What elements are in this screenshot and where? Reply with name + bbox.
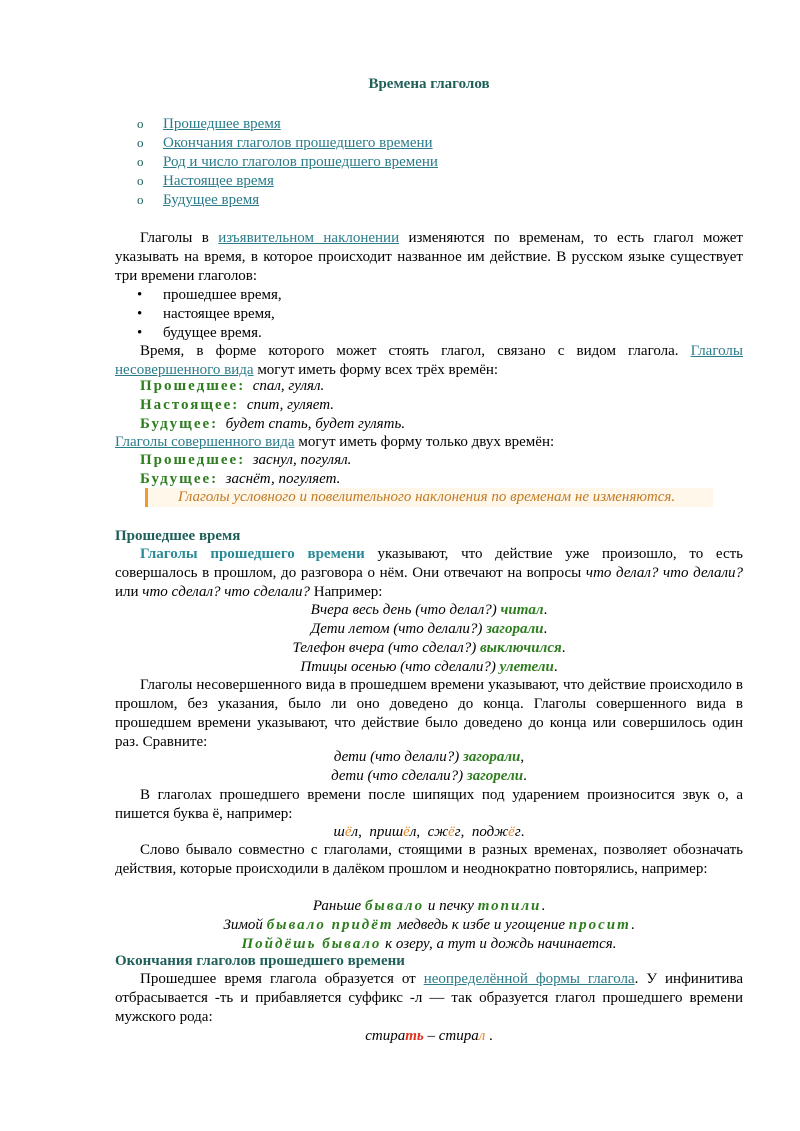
bullet-item: [137, 305, 275, 324]
perfective-link[interactable]: Глаголы совершенного вида: [115, 434, 295, 450]
letter-highlight: ё: [344, 824, 352, 840]
tense-label: Настоящее:: [140, 397, 240, 413]
toc-link-gender-number[interactable]: Род и число глаголов прошедшего времени: [163, 154, 438, 170]
verb-highlight: просит: [568, 917, 631, 933]
example-line: [140, 415, 405, 434]
verb-highlight: бывало придёт: [266, 917, 394, 933]
toc-item[interactable]: [137, 133, 438, 152]
suffix-highlight: л: [478, 1028, 486, 1044]
toc-link-present[interactable]: Настоящее время: [163, 173, 274, 189]
toc-marker: o: [137, 135, 144, 150]
question-text: что сделали?: [372, 768, 459, 784]
example-line: [140, 470, 340, 489]
endings-text: . У инфинитива отбрасывается -ть и прибавляется суффикс -л — так образуется глагол прошедшего времени мужского рода:: [115, 971, 743, 1025]
compare-example: [115, 748, 743, 767]
sentence-text: Вчера весь день (: [310, 602, 421, 618]
tense-label: Будущее:: [140, 471, 219, 487]
word-part: сж: [427, 824, 449, 840]
sentence-text: Телефон вчера (: [292, 640, 393, 656]
toc-marker: o: [137, 173, 144, 188]
example-text: заснёт, погуляет.: [225, 471, 341, 487]
toc-link-past-endings[interactable]: Окончания глаголов прошедшего времени: [163, 135, 433, 151]
question-text: что сделал? что сделали?: [142, 584, 310, 600]
toc-marker: o: [137, 154, 144, 169]
bullet-text: будущее время.: [163, 325, 262, 341]
infinitive-link[interactable]: неопределённой формы глагола: [423, 971, 635, 987]
sentence-text: медведь к избе и угощение: [393, 917, 569, 933]
word-part: л: [351, 824, 359, 840]
verb-highlight: топили: [477, 898, 542, 914]
verb-highlight: улетели: [499, 659, 554, 675]
past-term: Глаголы прошедшего времени: [140, 546, 365, 562]
aspect-text: могут иметь форму всех трёх времён:: [253, 362, 499, 378]
question-text: что сделали?: [405, 659, 491, 675]
bullet-item: [137, 286, 282, 305]
word-part: .: [485, 1028, 493, 1044]
example-text: будет спать, будет гулять.: [225, 416, 406, 432]
toc-marker: o: [137, 192, 144, 207]
tense-label: Прошедшее:: [140, 378, 246, 394]
sentence-text: дети (: [333, 749, 376, 765]
sentence-text: .: [543, 602, 548, 618]
example-line: [140, 396, 334, 415]
sentence-text: дети (: [331, 768, 373, 784]
example-sentence: [115, 658, 743, 677]
sentence-text: .: [543, 621, 548, 637]
example-sentence: [115, 620, 743, 639]
toc-marker: o: [137, 116, 144, 131]
letter-highlight: ё: [448, 824, 455, 840]
aspect-text: Время, в форме которого может стоять глагол, связано с видом глагола.: [140, 343, 691, 359]
bullet-text: прошедшее время,: [163, 287, 282, 303]
example-line: [140, 451, 351, 470]
byvalo-paragraph: Слово бывало совместно с глаголами, стоящими в разных временах, позволяет обозначать действия, которые происходили в далёком прошлом и неоднократно повторялись, например:: [115, 842, 743, 877]
suffix-highlight: ть: [405, 1028, 424, 1044]
toc-link-future[interactable]: Будущее время: [163, 192, 260, 208]
example-text: заснул, погулял.: [252, 452, 352, 468]
sibilant-paragraph: В глаголах прошедшего времени после шипящих под ударением произносится звук о, а пишется буква ё, например:: [115, 787, 743, 822]
table-of-contents: [137, 114, 438, 209]
word-part: г: [514, 824, 521, 840]
sentence-text: .: [553, 659, 558, 675]
tense-label: Прошедшее:: [140, 452, 246, 468]
sentence-text: Дети летом (: [310, 621, 399, 637]
page-title: Времена глаголов: [368, 76, 490, 92]
bullet-icon: •: [137, 306, 143, 322]
toc-item[interactable]: [137, 190, 438, 209]
sentence-text: ): [477, 621, 487, 637]
sentence-text: и печку: [424, 898, 478, 914]
section-heading-past: Прошедшее время: [115, 528, 241, 544]
word-part: подж: [471, 824, 509, 840]
verb-highlight: загорали: [462, 749, 521, 765]
compare-example: [115, 767, 743, 786]
question-text: что сделал?: [393, 640, 472, 656]
letter-highlight: ё: [403, 824, 410, 840]
sibilant-word: [472, 824, 521, 840]
past-lead-paragraph: [115, 545, 743, 602]
sentence-text: .: [523, 768, 527, 784]
sentence-text: ): [491, 602, 501, 618]
toc-link-past[interactable]: Прошедшее время: [163, 116, 281, 132]
aspect-paragraph: [115, 342, 743, 380]
question-text: что делал?: [420, 602, 492, 618]
word-part: ш: [333, 824, 345, 840]
question-text: что делали?: [375, 749, 455, 765]
letter-highlight: ё: [508, 824, 515, 840]
word-part: стира: [365, 1028, 406, 1044]
endings-text: Прошедшее время глагола образуется от: [140, 971, 424, 987]
sentence-text: Птицы осенью (: [300, 659, 406, 675]
tense-label: Будущее:: [140, 416, 219, 432]
sentence-text: ): [454, 749, 463, 765]
intro-text: Глаголы в: [140, 230, 219, 246]
example-sentence: [115, 639, 743, 658]
toc-item[interactable]: [137, 171, 438, 190]
indicative-mood-link[interactable]: изъявительном наклонении: [218, 230, 400, 246]
example-text: спал, гулял.: [252, 378, 325, 394]
word-part: – стира: [423, 1028, 479, 1044]
sentence-text: .: [561, 640, 566, 656]
bullet-item: [137, 324, 262, 343]
example-sentence: [115, 601, 743, 620]
sentence-text: ): [458, 768, 467, 784]
verb-highlight: выключился: [479, 640, 562, 656]
toc-item[interactable]: [137, 152, 438, 171]
toc-item[interactable]: [137, 114, 438, 133]
word-part: л: [409, 824, 417, 840]
verb-highlight: загорали: [486, 621, 544, 637]
perfective-text: могут иметь форму только двух времён:: [294, 434, 555, 450]
past-text: указывают, что действие уже произошло, то есть совершалось в прошлом, до разговора о нём. Они отвечают на вопросы: [115, 546, 743, 581]
example-line: [140, 377, 324, 396]
sentence-text: ): [471, 640, 480, 656]
sentence-text: к озеру, а тут и дождь начинается.: [381, 936, 617, 952]
sentence-text: Зимой: [223, 917, 267, 933]
bullet-icon: •: [137, 287, 143, 303]
sibilant-word: [334, 824, 359, 840]
endings-paragraph: [115, 970, 743, 1027]
sentence-text: ,: [520, 749, 525, 765]
imperfective-link[interactable]: Глаголы несовершенного вида: [115, 343, 743, 378]
compare-paragraph: Глаголы несовершенного вида в прошедшем времени указывают, что действие происходило в прошлом, без указания, было ли оно доведено до конца. Глаголы совершенного вида в прошедшем времени указывают, что действие было доведено до конца или совершилось один раз. Сравните:: [115, 677, 743, 750]
intro-text: изменяются по временам, то есть глагол может указывать на время, в которое происходит названное им действие. В русском языке существует три времени глаголов:: [115, 230, 743, 284]
bullet-text: настоящее время,: [163, 306, 275, 322]
question-text: что делал? что делали?: [585, 565, 743, 581]
sentence-text: Раньше: [312, 898, 365, 914]
byvalo-example: [115, 897, 743, 916]
note-callout: Глаголы условного и повелительного наклонения по временам не изменяются.: [145, 488, 713, 507]
endings-example: [115, 1027, 743, 1046]
sibilant-examples: шёл, пришёл, сжёг, поджёг.: [333, 824, 525, 840]
verb-highlight: бывало: [364, 898, 425, 914]
verb-highlight: читал: [500, 602, 544, 618]
word-part: приш: [369, 824, 404, 840]
sentence-text: .: [541, 898, 546, 914]
past-text: Например:: [309, 584, 383, 600]
section-heading-endings: Окончания глаголов прошедшего времени: [115, 953, 405, 969]
intro-paragraph: [115, 229, 743, 286]
sibilant-word: [369, 824, 416, 840]
sentence-text: ): [490, 659, 500, 675]
verb-highlight: Пойдёшь бывало: [241, 936, 382, 952]
sentence-text: .: [630, 917, 635, 933]
sibilant-word: [428, 824, 461, 840]
question-text: что делали?: [398, 621, 478, 637]
verb-highlight: загорели: [466, 768, 524, 784]
word-part: г: [454, 824, 461, 840]
past-text: или: [115, 584, 143, 600]
bullet-icon: •: [137, 325, 143, 341]
example-text: спит, гуляет.: [246, 397, 335, 413]
perfective-paragraph: [115, 433, 743, 452]
byvalo-example: [115, 916, 743, 935]
